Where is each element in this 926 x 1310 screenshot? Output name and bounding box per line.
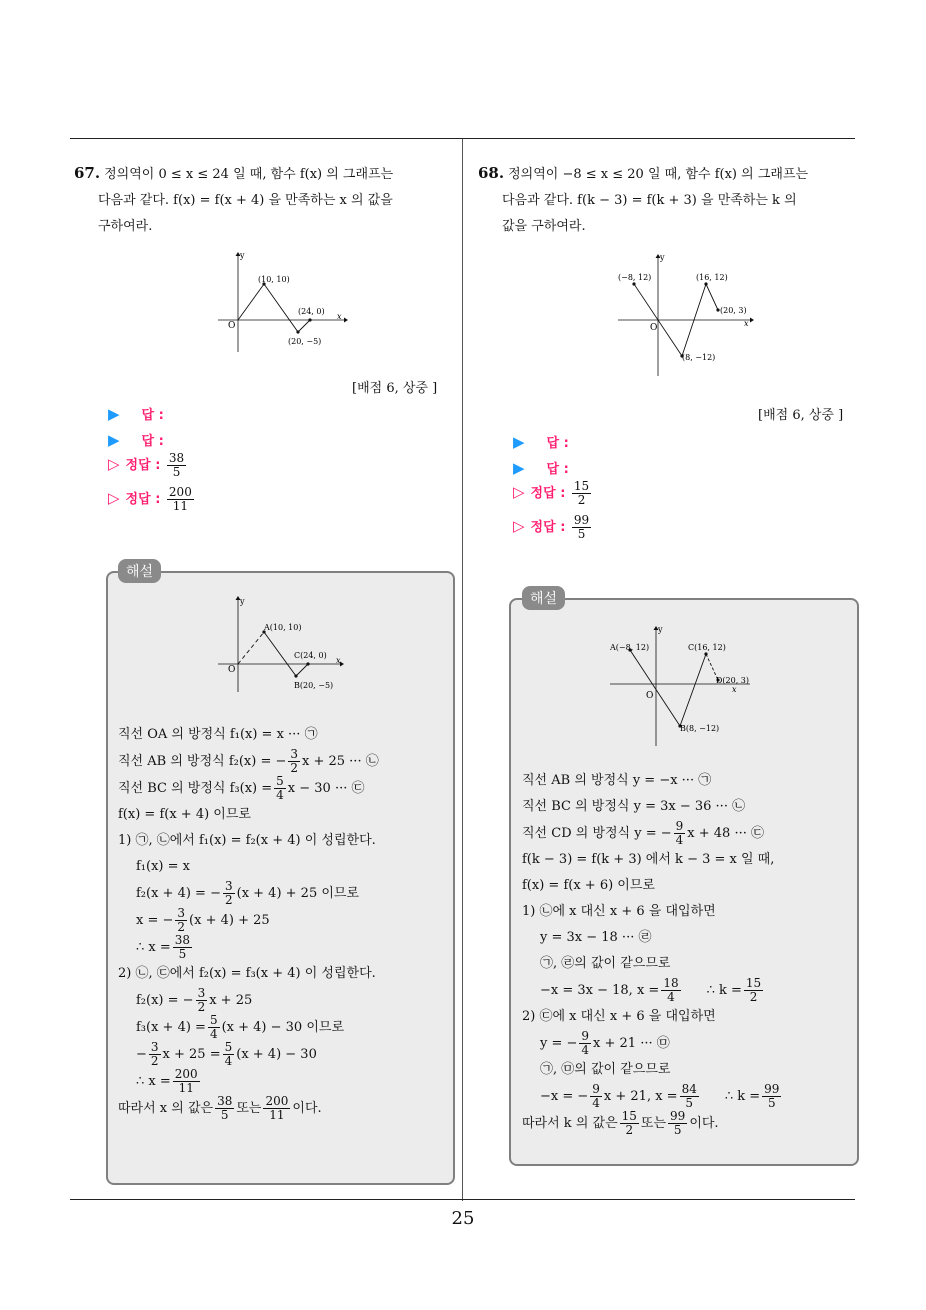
graph-y-label: y <box>660 253 665 262</box>
problem-68-score: [배점 6, 상중 ] <box>758 408 844 423</box>
graph-point-label: (20, −5) <box>288 337 322 346</box>
answer-line: ▶ 답 : <box>108 405 164 423</box>
answer-line: ▶ 답 : <box>513 433 569 451</box>
solution-tag: 해설 <box>118 559 161 583</box>
graph-origin: O <box>228 321 236 331</box>
graph-point-label: A(10, 10) <box>264 623 302 632</box>
correct-answer-line: ▷ 정답 : $\frac{200}{11}$ <box>108 485 192 513</box>
problem-68-statement: 68. 정의역이 −8 ≤ x ≤ 20 일 때, 함수 f(x) 의 그래프는 다음과 같다. f(k − 3) = f(k + 3) 을 만족하는 k 의 값을 구하여라. <box>478 164 809 234</box>
graph-point-label: (16, 12) <box>696 273 728 282</box>
graph-x-label: x <box>337 312 342 321</box>
graph-point-label: B(20, −5) <box>294 681 334 690</box>
page-number: 25 <box>451 1208 475 1229</box>
bottom-rule <box>70 1199 855 1200</box>
solution-67-graph <box>212 594 352 694</box>
solution-68-text: 직선 AB 의 방정식 y = −x ··· ㉠ 직선 BC 의 방정식 y = 3x − 36 ··· ㉡ 직선 CD 의 방정식 y = − $\frac{9}{4}$ x + 48 ··· ㉢ f(k − 3) = f(k + 3) 에서 k − 3 = x 일 때, f(x) = f(x + 6) 이므로 1) ㉡에 x 대신 x + 6 을 대입하면 y = 3x − 18 ··· ㉣ ㉠, ㉣의 값이 같으므로 −x = 3x − 18, x = $\frac{18}{4}$ ∴ k = $\frac{15}{2}$ 2) ㉢에 x 대신 x + 6 을 대입하면 y = − $\frac{9}{4}$ x + 21 ··· ㉤ ㉠, ㉤의 값이 같으므로 −x = − $\frac{9}{4}$ x + 21, x = $\frac{84}{5}$ ∴ k = $\frac{99}{5}$ 따라서 k 의 값은 $\frac{15}{2}$ 또는 $\frac{99}{5}$ 이다. <box>522 773 780 1137</box>
graph-x-label: x <box>732 685 737 694</box>
solution-68-graph <box>604 620 774 750</box>
fraction: $\frac{99}{5}$ <box>573 513 590 541</box>
correct-answer-line: ▷ 정답 : $\frac{15}{2}$ <box>513 479 590 507</box>
graph-point-label: C(16, 12) <box>688 643 726 652</box>
graph-point-label: (24, 0) <box>298 307 325 316</box>
solution-tag: 해설 <box>522 586 565 610</box>
graph-origin: O <box>646 691 654 701</box>
fraction: $\frac{15}{2}$ <box>573 479 590 507</box>
solution-67-text: 직선 OA 의 방정식 f₁(x) = x ··· ㉠ 직선 AB 의 방정식 f₂(x) = − $\frac{3}{2}$ x + 25 ··· ㉡ 직선 BC 의 방정식 f₃(x) = $\frac{5}{4}$ x − 30 ··· ㉢ f(x) = f(x + 4) 이므로 1) ㉠, ㉡에서 f₁(x) = f₂(x + 4) 이 성립한다. f₁(x) = x f₂(x + 4) = − $\frac{3}{2}$ (x + 4) + 25 이므로 x = − $\frac{3}{2}$ (x + 4) + 25 ∴ x = $\frac{38}{5}$ 2) ㉡, ㉢에서 f₂(x) = f₃(x + 4) 이 성립한다. f₂(x) = − $\frac{3}{2}$ x + 25 f₃(x + 4) = $\frac{5}{4}$ (x + 4) − 30 이므로 − $\frac{3}{2}$ x + 25 = $\frac{5}{4}$ (x + 4) − 30 ∴ x = $\frac{200}{11}$ 따라서 x 의 값은 $\frac{38}{5}$ 또는 $\frac{200}{11}$ 이다. <box>118 727 379 1122</box>
graph-x-label: x <box>336 656 341 665</box>
correct-answer-line: ▷ 정답 : $\frac{99}{5}$ <box>513 513 590 541</box>
graph-origin: O <box>650 323 658 333</box>
graph-origin: O <box>228 665 236 675</box>
fraction: $\frac{200}{11}$ <box>168 485 192 513</box>
graph-y-label: y <box>658 625 663 634</box>
problem-number: 67. <box>74 164 101 182</box>
problem-68-graph <box>612 250 762 378</box>
graph-y-label: y <box>240 251 245 260</box>
problem-number: 68. <box>478 164 505 182</box>
problem-67-statement: 67. 정의역이 0 ≤ x ≤ 24 일 때, 함수 f(x) 의 그래프는 다음과 같다. f(x) = f(x + 4) 을 만족하는 x 의 값을 구하여라. <box>74 164 394 234</box>
answer-line: ▶ 답 : <box>108 431 164 449</box>
correct-answer-line: ▷ 정답 : $\frac{38}{5}$ <box>108 451 185 479</box>
problem-67-score: [배점 6, 상중 ] <box>352 381 438 396</box>
problem-67-graph <box>212 248 352 358</box>
graph-x-label: x <box>744 319 749 328</box>
graph-point-label: D(20, 3) <box>716 676 750 685</box>
graph-point-label: A(−8, 12) <box>610 643 650 652</box>
graph-point-label: (8, −12) <box>682 353 716 362</box>
graph-y-label: y <box>240 597 245 606</box>
graph-point-label: (10, 10) <box>258 275 290 284</box>
graph-point-label: C(24, 0) <box>294 651 327 660</box>
graph-point-label: (−8, 12) <box>618 273 652 282</box>
graph-point-label: B(8, −12) <box>680 724 720 733</box>
column-divider <box>462 139 463 1201</box>
graph-point-label: (20, 3) <box>720 306 747 315</box>
answer-line: ▶ 답 : <box>513 459 569 477</box>
fraction: $\frac{38}{5}$ <box>168 451 185 479</box>
